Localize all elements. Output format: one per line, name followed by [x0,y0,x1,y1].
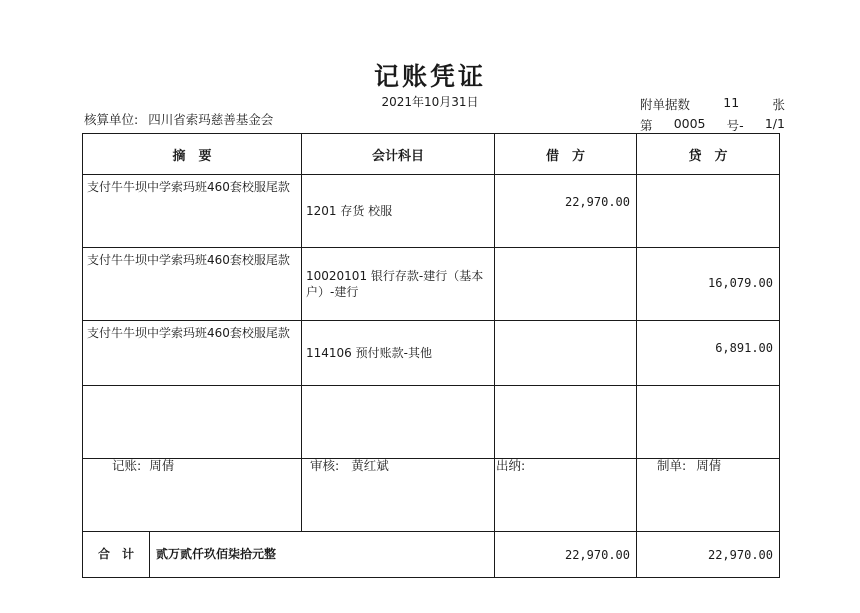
table-row [83,386,780,459]
voucher-page: 1/1 [764,116,785,131]
attachment-count [640,95,785,113]
voucher-date: 2021年10月31日 [381,95,479,109]
row-subject: 114106 预付账款-其他 [302,321,495,386]
row-credit: 6,891.00 [637,321,780,386]
total-cell [83,532,495,578]
total-amount-in-words: 贰万贰仟玖佰柒拾元整 [156,547,277,561]
header-credit: 贷 方 [637,134,780,175]
voucher-no: 0005 [673,116,706,131]
row-debit [495,386,637,459]
header-subject: 会计科目 [302,134,495,175]
attach-count-value: 11 [723,95,740,110]
row-subject: 10020101 银行存款-建行（基本户）-建行 [302,248,495,321]
total-label: 合 计 [83,532,150,577]
cashier-label: 出纳: [496,458,526,473]
row-credit: 16,079.00 [637,248,780,321]
attach-label: 附单据数 [640,97,691,112]
row-debit [495,248,637,321]
voucher-prefix: 第 [640,118,653,133]
row-credit [637,175,780,248]
row-summary: 支付牛牛坝中学索玛班460套校服尾款 [83,175,302,248]
row-debit [495,321,637,386]
unit-label: 核算单位: [84,112,139,127]
row-summary: 支付牛牛坝中学索玛班460套校服尾款 [83,321,302,386]
table-header-row [83,134,780,175]
row-credit [637,386,780,459]
row-subject [302,386,495,459]
header-debit: 借 方 [495,134,637,175]
row-summary [83,386,302,459]
bookkeeper [112,456,174,474]
reviewer-name: 黄红斌 [351,458,389,473]
preparer-name: 周倩 [696,458,722,473]
voucher-suffix: 号- [726,118,744,133]
row-summary: 支付牛牛坝中学索玛班460套校服尾款 [83,248,302,321]
accounting-unit [84,110,273,128]
header-summary: 摘 要 [83,134,302,175]
signature-line [0,456,860,476]
bookkeeper-label: 记账: [112,458,142,473]
cashier [496,456,529,474]
total-credit: 22,970.00 [637,532,780,578]
total-debit: 22,970.00 [495,532,637,578]
table-row [83,321,780,386]
row-debit: 22,970.00 [495,175,637,248]
unit-value: 四川省索玛慈善基金会 [148,112,274,127]
voucher-table [82,133,780,578]
table-row [83,175,780,248]
total-row [83,532,780,578]
row-subject: 1201 存货 校服 [302,175,495,248]
preparer [657,456,721,474]
reviewer [310,456,389,474]
bookkeeper-name: 周倩 [149,458,175,473]
preparer-label: 制单: [657,458,687,473]
voucher-number [640,116,785,134]
attach-unit: 张 [772,97,785,112]
voucher-title: 记账凭证 [373,62,486,91]
reviewer-label: 审核: [310,458,340,473]
table-row [83,248,780,321]
